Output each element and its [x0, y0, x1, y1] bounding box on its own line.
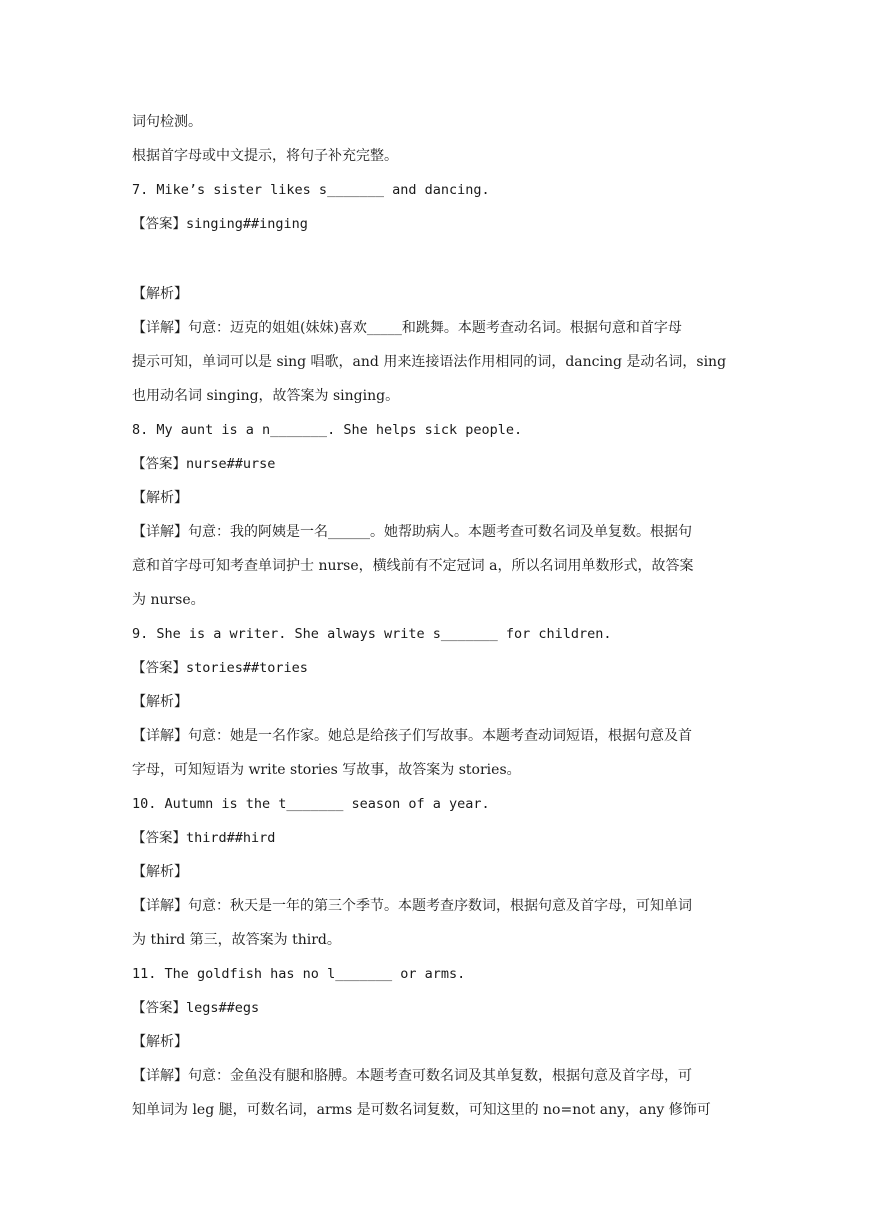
explanation-7-line-3: 也用动名词 singing，故答案为 singing。 [132, 388, 400, 404]
analysis-heading-10: 【解析】 [132, 864, 188, 880]
question-8: 8. My aunt is a n_______. She helps sick people. [132, 422, 523, 438]
analysis-heading-7: 【解析】 [132, 286, 188, 302]
explanation-8-line-3: 为 nurse。 [132, 592, 205, 608]
explanation-11-line-1: 【详解】句意：金鱼没有腿和胳膊。本题考查可数名词及其单复数，根据句意及首字母，可 [132, 1068, 692, 1084]
explanation-10-line-2: 为 third 第三，故答案为 third。 [132, 932, 341, 948]
explanation-9-line-1: 【详解】句意：她是一名作家。她总是给孩子们写故事。本题考查动词短语，根据句意及首 [132, 728, 692, 744]
analysis-heading-9: 【解析】 [132, 694, 188, 710]
analysis-heading-11: 【解析】 [132, 1034, 188, 1050]
question-9: 9. She is a writer. She always write s_______ for children. [132, 626, 612, 642]
explanation-8-line-1: 【详解】句意：我的阿姨是一名______。她帮助病人。本题考查可数名词及单复数。根据句 [132, 524, 692, 540]
answer-10: 【答案】third##hird [132, 830, 276, 846]
section-heading: 词句检测。 [132, 114, 202, 130]
explanation-7-line-1: 【详解】句意：迈克的姐姐(妹妹)喜欢_____和跳舞。本题考查动名词。根据句意和首字母 [132, 320, 682, 336]
explanation-7-line-2: 提示可知，单词可以是 sing 唱歌，and 用来连接语法作用相同的词，dancing 是动名词，sing [132, 354, 727, 370]
answer-11: 【答案】legs##egs [132, 1000, 260, 1016]
answer-8: 【答案】nurse##urse [132, 456, 276, 472]
question-11: 11. The goldfish has no l_______ or arms. [132, 966, 466, 982]
answer-9: 【答案】stories##tories [132, 660, 308, 676]
answer-7: 【答案】singing##inging [132, 216, 308, 232]
question-10: 10. Autumn is the t_______ season of a year. [132, 796, 490, 812]
question-7: 7. Mike’s sister likes s_______ and dancing. [132, 182, 490, 198]
instruction-text: 根据首字母或中文提示，将句子补充完整。 [132, 148, 398, 164]
analysis-heading-8: 【解析】 [132, 490, 188, 506]
explanation-10-line-1: 【详解】句意：秋天是一年的第三个季节。本题考查序数词，根据句意及首字母，可知单词 [132, 898, 692, 914]
explanation-9-line-2: 字母，可知短语为 write stories 写故事，故答案为 stories。 [132, 762, 521, 778]
explanation-11-line-2: 知单词为 leg 腿，可数名词，arms 是可数名词复数，可知这里的 no=not any，any 修饰可 [132, 1102, 711, 1118]
explanation-8-line-2: 意和首字母可知考查单词护士 nurse，横线前有不定冠词 a，所以名词用单数形式，故答案 [132, 558, 694, 574]
